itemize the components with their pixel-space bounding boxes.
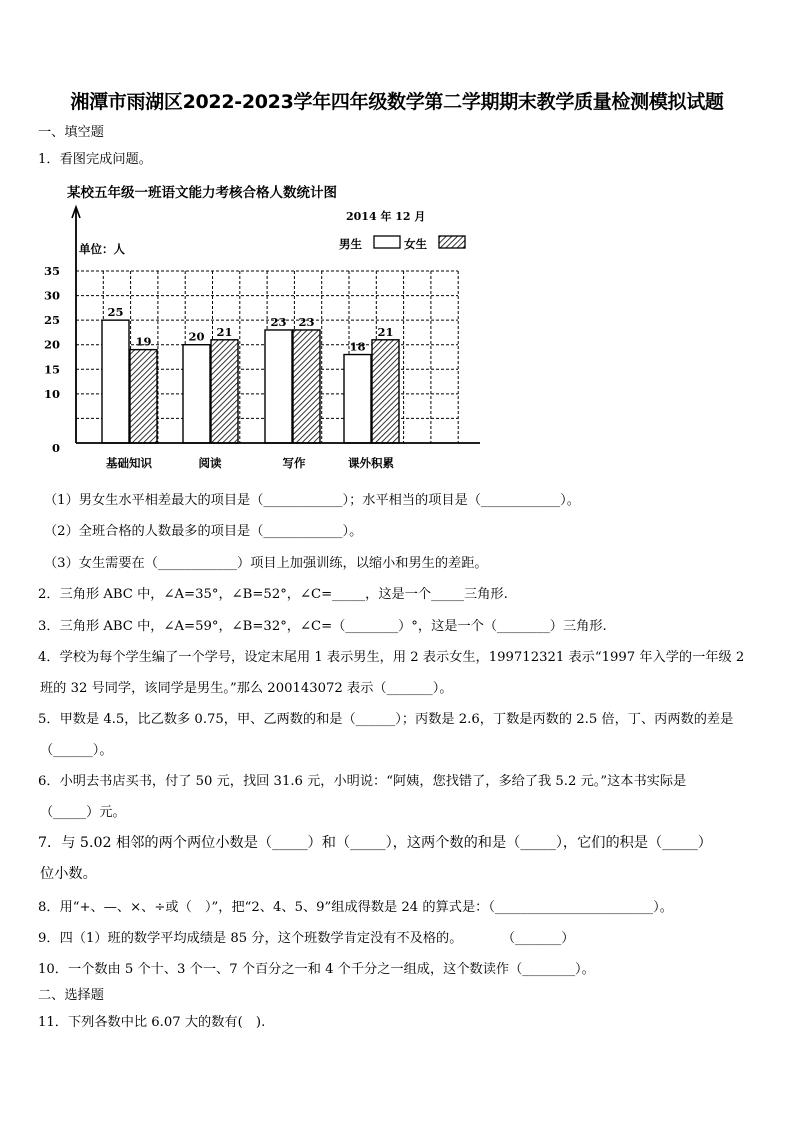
section-heading-multiple-choice: 二、选择题 (38, 988, 104, 1003)
section-heading-fill-blank: 一、填空题 (38, 125, 104, 140)
y-tick-label: 10 (43, 386, 60, 401)
bar-girls (372, 340, 399, 443)
bar-girls (211, 340, 238, 443)
x-axis-categories (106, 456, 394, 470)
bar-value-label: 21 (377, 324, 394, 339)
chart-data-labels (107, 305, 393, 353)
y-tick-label: 0 (51, 441, 60, 455)
y-tick-label: 25 (43, 313, 60, 328)
y-tick-label: 30 (43, 288, 60, 303)
question-5-line-2: （______）。 (40, 743, 113, 758)
question-7-line-2: 位小数。 (40, 866, 97, 882)
bar-boys (183, 345, 210, 443)
y-axis-ticks (44, 264, 60, 455)
bar-value-label: 21 (216, 324, 233, 339)
question-1-part-1: （1）男女生水平相差最大的项目是（____________）；水平相当的项目是（____________）。 (44, 493, 580, 508)
bar-value-label: 19 (135, 334, 152, 349)
question-6-line-2: （_____）元。 (40, 805, 126, 820)
legend-label-girls: 女生 (404, 237, 427, 251)
bar-value-label: 18 (349, 339, 366, 354)
bar-chart (40, 178, 480, 478)
question-11: 11．下列各数中比 6.07 大的数有( ). (38, 1015, 266, 1030)
chart-title: 某校五年级一班语文能力考核合格人数统计图 (67, 185, 337, 201)
bar-girls (130, 350, 157, 443)
x-category-label: 阅读 (198, 456, 222, 470)
question-1-part-3: （3）女生需要在（____________）项目上加强训练，以缩小和男生的差距。 (44, 556, 488, 571)
question-4-line-1: 4．学校为每个学生编了一个学号，设定末尾用 1 表示男生，用 2 表示女生，199712321 表示“1997 年入学的一年级 2 (38, 650, 745, 665)
question-5-line-1: 5．甲数是 4.5，比乙数多 0.75，甲、乙两数的和是（______）；丙数是 2.6，丁数是丙数的 2.5 倍，丁、丙两数的差是 (38, 712, 734, 727)
unit-label: 单位：人 (79, 242, 125, 256)
bar-value-label: 23 (298, 314, 315, 329)
bar-boys (102, 320, 129, 443)
question-1: 1．看图完成问题。 (38, 152, 152, 167)
bar-boys (344, 355, 371, 443)
bar-boys (265, 330, 292, 443)
question-9: 9．四（1）班的数学平均成绩是 85 分，这个班数学肯定没有不及格的。 （_______） (38, 931, 575, 946)
bar-girls (293, 330, 320, 443)
bar-value-label: 23 (270, 314, 287, 329)
x-category-label: 写作 (282, 456, 306, 470)
chart-subtitle: 2014 年 12 月 (346, 210, 426, 223)
y-tick-label: 35 (43, 264, 60, 278)
question-2: 2．三角形 ABC 中，∠A=35°，∠B=52°，∠C=_____，这是一个_____三角形. (38, 587, 508, 602)
bar-value-label: 20 (188, 329, 205, 344)
x-category-label: 基础知识 (106, 456, 152, 470)
question-7-line-1: 7．与 5.02 相邻的两个两位小数是（_____）和（_____），这两个数的和是（_____），它们的积是（_____） (38, 835, 712, 851)
question-10: 10．一个数由 5 个十、3 个一、7 个百分之一和 4 个千分之一组成，这个数读作（________）。 (38, 962, 595, 977)
question-6-line-1: 6．小明去书店买书，付了 50 元，找回 31.6 元，小明说：“阿姨，您找错了，多给了我 5.2 元。”这本书实际是 (38, 774, 687, 789)
y-tick-label: 15 (43, 362, 60, 377)
legend (339, 236, 465, 251)
question-4-line-2: 班的 32 号同学，该同学是男生。”那么 200143072 表示（_______）。 (40, 681, 453, 696)
y-tick-label: 20 (43, 337, 60, 352)
legend-swatch-boys (374, 236, 400, 248)
legend-swatch-girls (439, 236, 465, 248)
question-8: 8．用“+、—、×、÷或（ ）”，把“2、4、5、9”组成得数是 24 的算式是：（________________________）。 (38, 900, 673, 915)
bar-value-label: 25 (107, 305, 124, 320)
legend-label-boys: 男生 (339, 237, 362, 251)
page-title: 湘潭市雨湖区2022-2023学年四年级数学第二学期期末教学质量检测模拟试题 (70, 91, 724, 113)
question-3: 3．三角形 ABC 中，∠A=59°，∠B=32°，∠C=（________）°，这是一个（________）三角形. (38, 619, 607, 634)
question-1-part-2: （2）全班合格的人数最多的项目是（____________）。 (44, 524, 363, 539)
x-category-label: 课外积累 (348, 456, 394, 470)
